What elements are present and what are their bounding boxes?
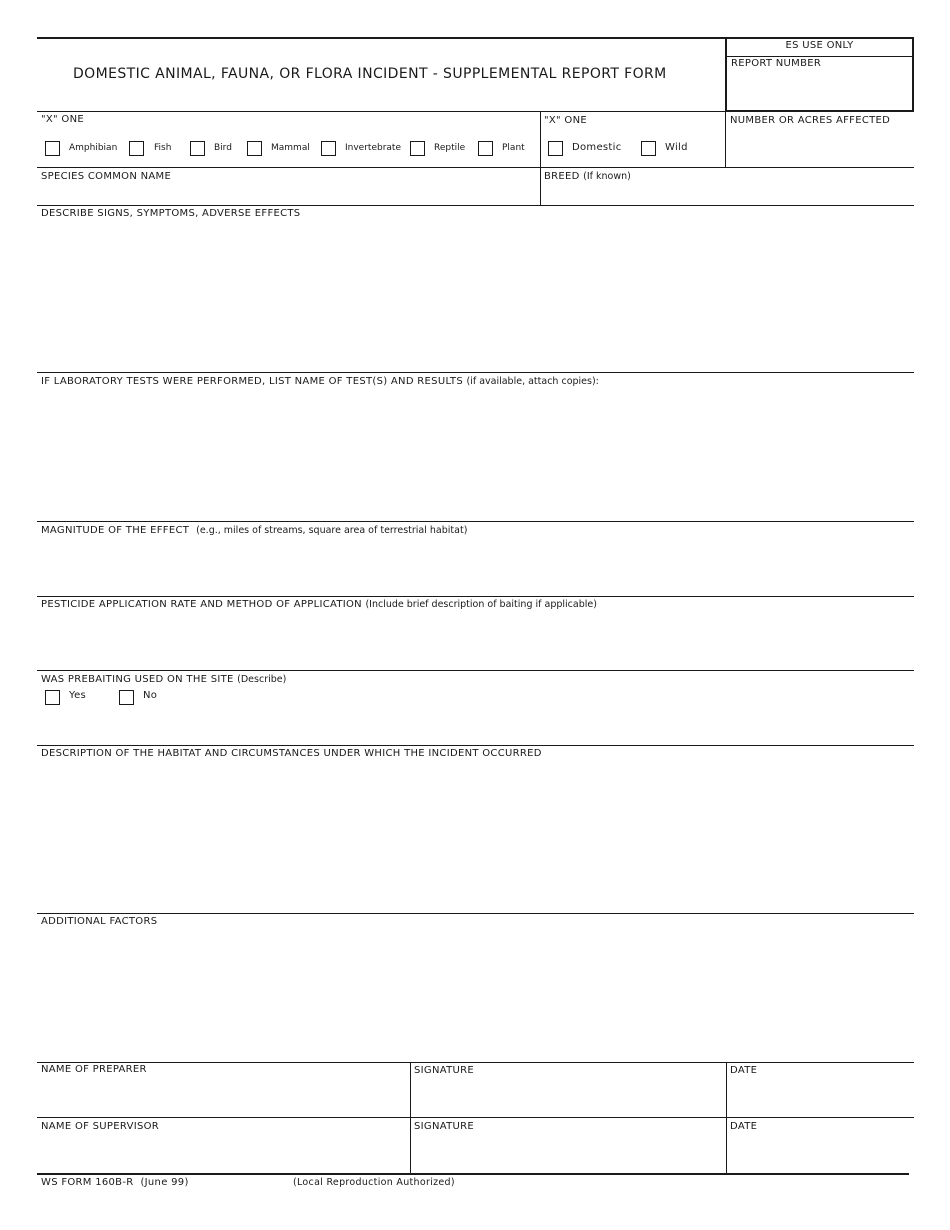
report-number-field[interactable] — [727, 72, 912, 110]
number-or-acres-field[interactable] — [727, 130, 912, 166]
type-label-bird: Bird — [214, 143, 232, 153]
lab-tests-field[interactable] — [38, 392, 912, 519]
number-or-acres-label: NUMBER OR ACRES AFFECTED — [730, 115, 891, 126]
checkbox-domestic[interactable] — [548, 141, 563, 156]
species-common-name-label: SPECIES COMMON NAME — [41, 171, 172, 182]
form-title: DOMESTIC ANIMAL, FAUNA, OR FLORA INCIDENT - SUPPLEMENTAL REPORT FORM — [73, 66, 667, 82]
magnitude-field[interactable] — [38, 541, 912, 594]
magnitude-note: (e.g., miles of streams, square area of terrestrial habitat) — [196, 525, 468, 536]
origin-label-domestic: Domestic — [572, 142, 622, 153]
prebaiting-yes-label: Yes — [69, 690, 87, 701]
supervisor-signature-field[interactable] — [412, 1136, 724, 1171]
breed-label: BREED (If known) — [544, 171, 631, 182]
supervisor-signature-label: SIGNATURE — [414, 1121, 474, 1132]
reproduction-note: (Local Reproduction Authorized) — [293, 1177, 455, 1188]
name-of-preparer-label: NAME OF PREPARER — [41, 1064, 147, 1075]
checkbox-mammal[interactable] — [247, 141, 262, 156]
pesticide-label: PESTICIDE APPLICATION RATE AND METHOD OF APPLICATION (Include brief description of baiting if applicable) — [41, 599, 597, 610]
preparer-signature-field[interactable] — [412, 1080, 724, 1115]
species-common-name-field[interactable] — [38, 185, 538, 205]
describe-signs-field[interactable] — [38, 224, 912, 370]
prebaiting-no-label: No — [143, 690, 158, 701]
type-label-mammal: Mammal — [271, 143, 310, 153]
prebaiting-label: WAS PREBAITING USED ON THE SITE (Describe) — [41, 674, 287, 685]
type-label-fish: Fish — [154, 143, 172, 153]
checkbox-fish[interactable] — [129, 141, 144, 156]
checkbox-amphibian[interactable] — [45, 141, 60, 156]
preparer-date-label: DATE — [730, 1065, 758, 1076]
es-use-only-label: ES USE ONLY — [785, 40, 854, 51]
habitat-field[interactable] — [38, 764, 912, 911]
magnitude-label: MAGNITUDE OF THE EFFECT (e.g., miles of streams, square area of terrestrial habitat) — [41, 525, 468, 536]
lab-tests-note: (if available, attach copies): — [466, 376, 599, 387]
name-of-supervisor-field[interactable] — [38, 1136, 408, 1171]
habitat-label: DESCRIPTION OF THE HABITAT AND CIRCUMSTANCES UNDER WHICH THE INCIDENT OCCURRED — [41, 748, 542, 759]
breed-note: (If known) — [583, 171, 631, 182]
supervisor-date-field[interactable] — [728, 1136, 912, 1171]
name-of-supervisor-label: NAME OF SUPERVISOR — [41, 1121, 160, 1132]
checkbox-wild[interactable] — [641, 141, 656, 156]
preparer-date-field[interactable] — [728, 1080, 912, 1115]
checkbox-reptile[interactable] — [410, 141, 425, 156]
x-one-label-origin: "X" ONE — [544, 115, 587, 126]
describe-signs-label: DESCRIBE SIGNS, SYMPTOMS, ADVERSE EFFECTS — [41, 208, 301, 219]
name-of-preparer-field[interactable] — [38, 1080, 408, 1115]
type-label-invertebrate: Invertebrate — [345, 143, 401, 153]
x-one-label-type: "X" ONE — [41, 114, 84, 125]
prebaiting-description-field[interactable] — [38, 710, 912, 743]
additional-factors-field[interactable] — [38, 932, 912, 1060]
preparer-signature-label: SIGNATURE — [414, 1065, 474, 1076]
type-label-amphibian: Amphibian — [69, 143, 118, 153]
checkbox-prebaiting-yes[interactable] — [45, 690, 60, 705]
supervisor-date-label: DATE — [730, 1121, 758, 1132]
type-label-reptile: Reptile — [434, 143, 466, 153]
additional-factors-label: ADDITIONAL FACTORS — [41, 916, 158, 927]
lab-tests-label: IF LABORATORY TESTS WERE PERFORMED, LIST NAME OF TEST(S) AND RESULTS (if available, attach copies): — [41, 376, 599, 387]
type-label-plant: Plant — [502, 143, 525, 153]
form-number: WS FORM 160B-R (June 99) — [41, 1177, 189, 1188]
checkbox-prebaiting-no[interactable] — [119, 690, 134, 705]
report-number-label: REPORT NUMBER — [731, 58, 822, 69]
checkbox-bird[interactable] — [190, 141, 205, 156]
checkbox-invertebrate[interactable] — [321, 141, 336, 156]
prebaiting-note: (Describe) — [237, 674, 287, 685]
origin-label-wild: Wild — [665, 142, 688, 153]
breed-field[interactable] — [542, 185, 912, 205]
pesticide-field[interactable] — [38, 615, 912, 668]
pesticide-note: (Include brief description of baiting if applicable) — [365, 599, 597, 610]
form-date: (June 99) — [140, 1177, 189, 1188]
checkbox-plant[interactable] — [478, 141, 493, 156]
